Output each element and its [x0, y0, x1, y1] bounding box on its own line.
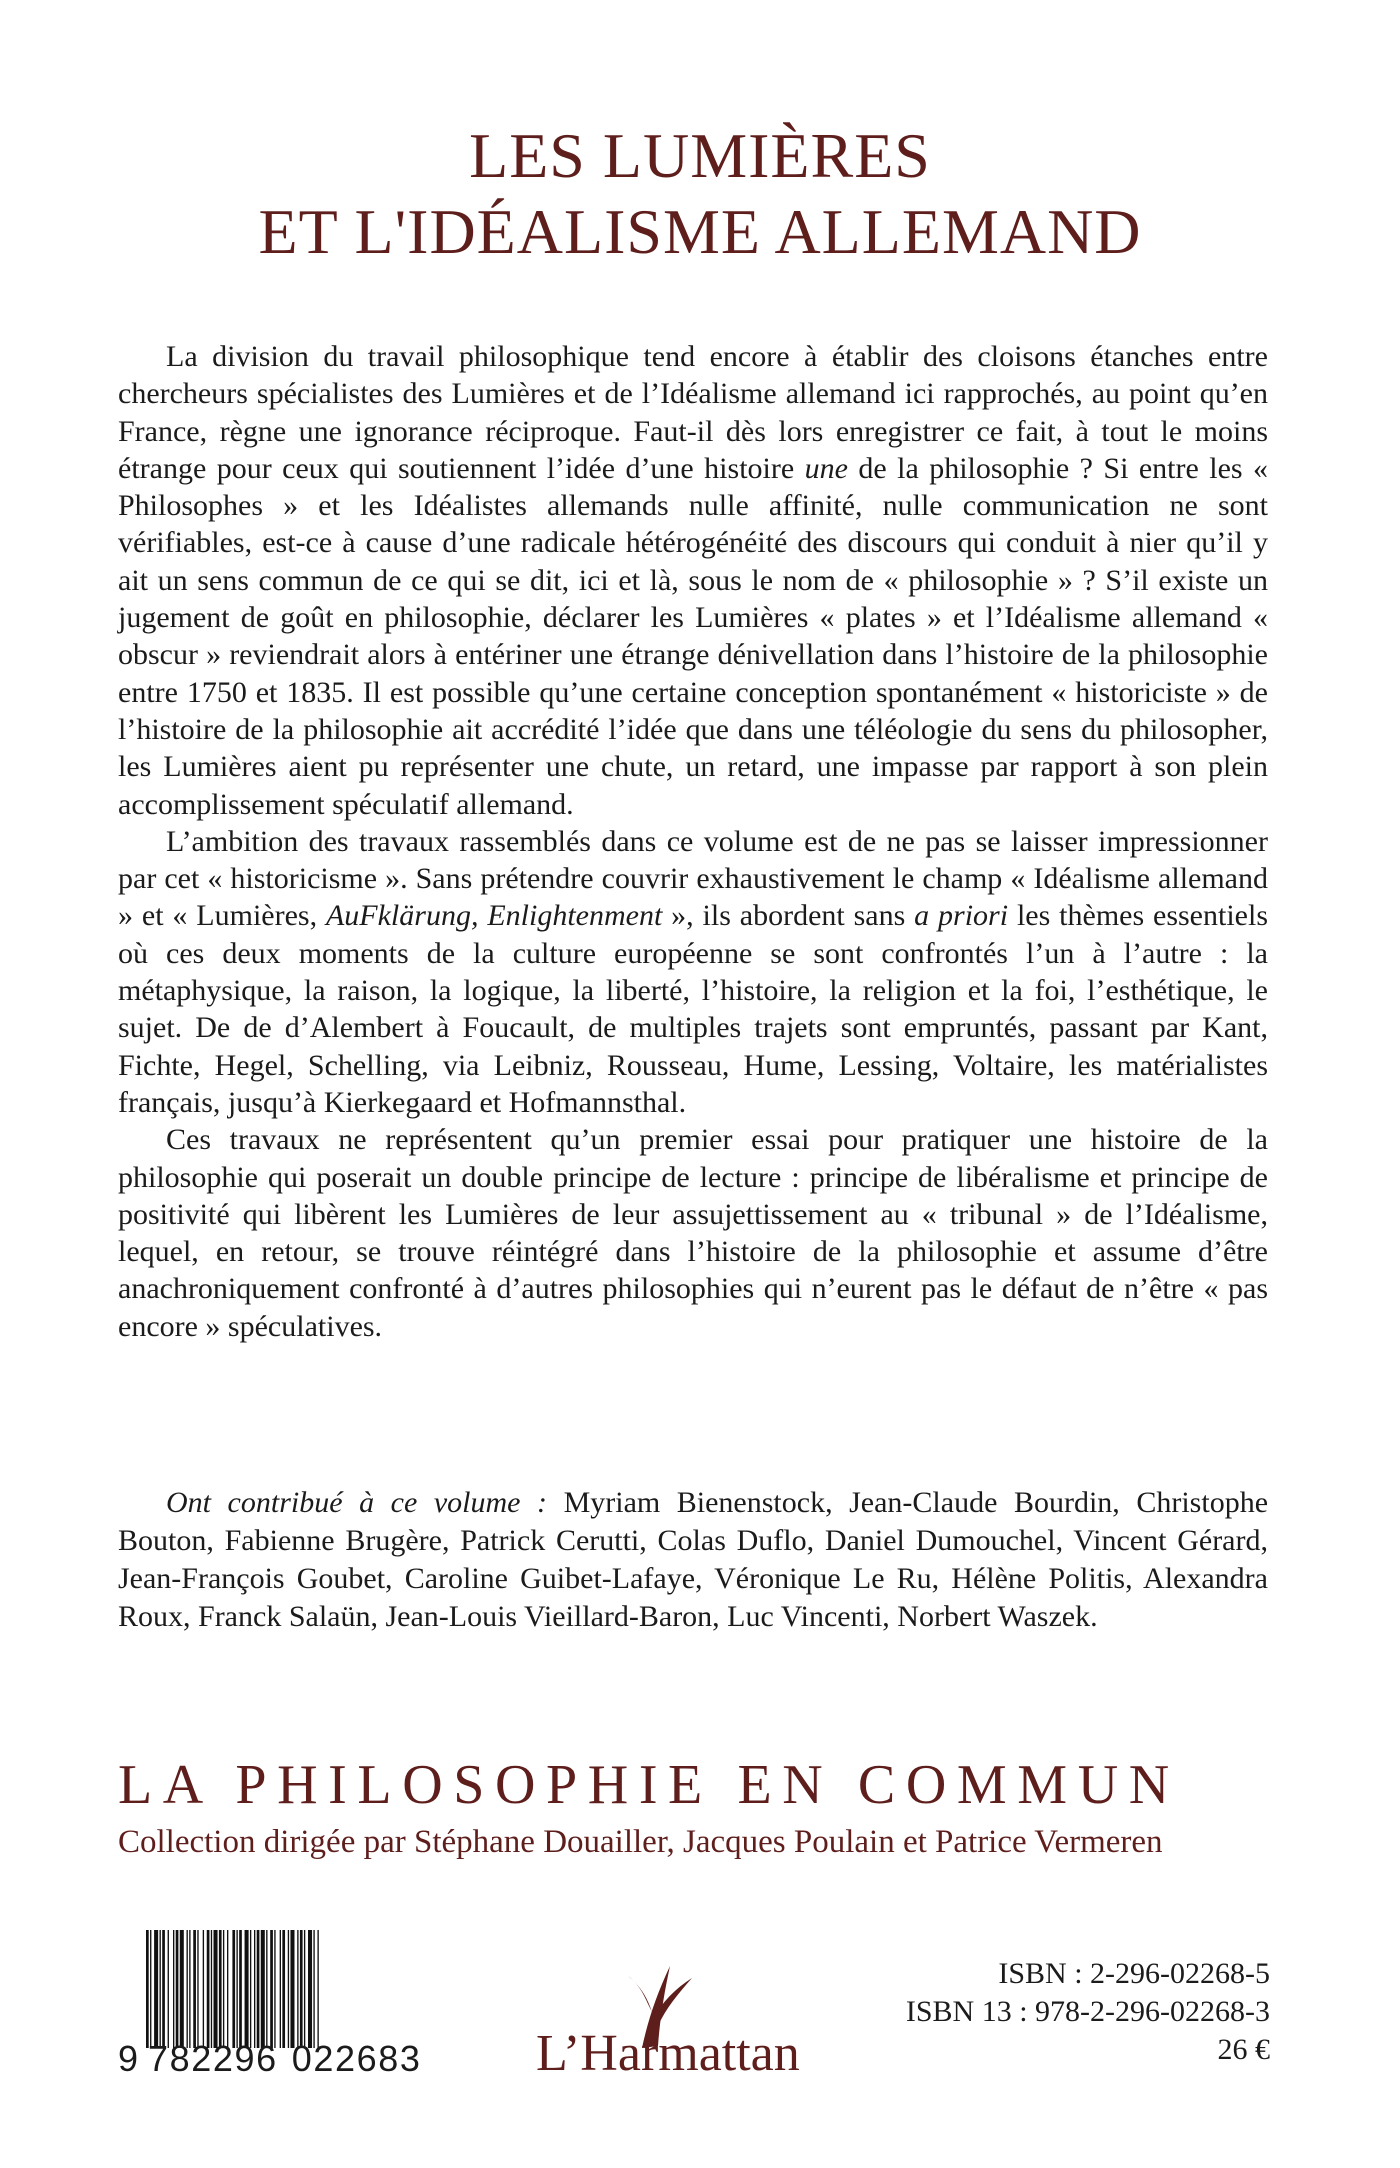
back-cover-summary: [118, 338, 1268, 1345]
barcode-bar: [304, 1930, 305, 2048]
book-title: [0, 118, 1400, 270]
barcode-bar: [245, 1930, 249, 2048]
isbn-10: ISBN : 2-296-02268-5: [998, 1957, 1270, 1990]
barcode-bar: [254, 1930, 255, 2048]
barcode-bar: [146, 1930, 149, 2048]
barcode-bar: [270, 1930, 273, 2048]
barcode-bar: [180, 1930, 184, 2048]
p1-tail: de la philosophie ? Si entre les « Philosophes » et les Idéalistes allemands nulle affinité, nulle communication ne sont vérifiables, est-ce à cause d’une radicale hétérogénéité des discours qui conduit à nier qu’il y ait un sens commun de ce qui se dit, ici et là, sous le nom de « philosophie » ? S’il existe un jugement de goût en philosophie, déclarer les Lumières « plates » et l’Idéalisme allemand « obscur » reviendrait alors à entériner une étrange dénivellation dans l’histoire de la philosophie entre 1750 et 1835. Il est possible qu’une certaine conception spontanément « historiciste » de l’histoire de la philosophie ait accrédité l’idée que dans une téléologie du sens du philosopher, les Lumières aient pu représenter une chute, un retard, une impasse par rapport à son plein accomplissement spéculatif allemand.: [118, 451, 1268, 821]
barcode-bar: [176, 1930, 179, 2048]
barcode-group-2: 022683: [291, 2038, 422, 2079]
barcode-bars: [146, 1930, 468, 2048]
barcode-bar: [150, 1930, 151, 2048]
p2-emphasis-2: a priori: [914, 899, 1009, 933]
isbn-block: [906, 1955, 1270, 2069]
barcode-bar: [160, 1930, 161, 2048]
barcode-bar: [197, 1930, 198, 2048]
barcode-bar: [261, 1930, 265, 2048]
barcode-bar: [168, 1930, 169, 2048]
barcode-bar: [280, 1930, 281, 2048]
collection-title: LA PHILOSOPHIE EN COMMUN: [118, 1754, 1180, 1816]
summary-paragraph-3: Ces travaux ne représentent qu’un premier essai pour pratiquer une histoire de la philosophie qui poserait un double principe de lecture : principe de libéralisme et principe de positivité qui libèrent les Lumières de leur assujettissement au « tribunal » de l’Idéalisme, lequel, en retour, se trouve réintégré dans l’histoire de la philosophie et assume d’être anachroniquement confronté à d’autres philosophies qui n’eurent pas le défaut de n’être « pas encore » spéculatives.: [118, 1123, 1268, 1343]
p2-emphasis: AuFklärung, Enlightenment: [325, 899, 663, 933]
summary-paragraph-1: [118, 338, 1268, 823]
barcode-bar: [189, 1930, 190, 2048]
barcode-bar: [257, 1930, 260, 2048]
barcode-digits: [118, 2038, 468, 2080]
barcode-bar: [207, 1930, 210, 2048]
barcode-bar: [239, 1930, 242, 2048]
publisher-name: L’Harmattan: [536, 2025, 800, 2082]
harmattan-logo-mark: [530, 1960, 830, 2090]
barcode-bar: [290, 1930, 294, 2048]
barcode-bar: [297, 1930, 298, 2048]
barcode-bar: [223, 1930, 224, 2048]
barcode-bar: [288, 1930, 289, 2048]
barcode-bar: [232, 1930, 235, 2048]
barcode-group-1: 782296: [148, 2038, 278, 2079]
barcode-bar: [317, 1930, 318, 2048]
p2-text-a: L’ambition des travaux rassemblés dans ce volume est de ne pas se laisser impressionner par cet « historicisme ». Sans prétendre couvrir exhaustivement le champ « Idéalisme allemand » et « Lumières,: [118, 824, 1268, 933]
barcode-bar: [193, 1930, 196, 2048]
contributors-paragraph: [118, 1484, 1268, 1636]
barcode-bar: [236, 1930, 237, 2048]
barcode-bar: [203, 1930, 204, 2048]
p2-text-c: les thèmes essentiels où ces deux moments de la culture européenne se sont confrontés l’un à l’autre : la métaphysique, la raison, la logique, la liberté, l’histoire, la religion et la foi, l’esthétique, le sujet. De de d’Alembert à Foucault, de multiples trajets sont empruntés, passant par Kant, Fichte, Hegel, Schelling, via Leibniz, Rousseau, Hume, Lessing, Voltaire, les matérialistes français, jusqu’à Kierkegaard et Hofmannsthal.: [118, 899, 1268, 1119]
p2-text-b: », ils abordent sans: [662, 899, 915, 933]
title-line-2: ET L'IDÉALISME ALLEMAND: [258, 196, 1142, 267]
barcode-bar: [214, 1930, 218, 2048]
contributors-block: [118, 1484, 1268, 1636]
barcode-lead-digit: 9: [118, 2038, 140, 2079]
barcode-bar: [187, 1930, 188, 2048]
summary-paragraph-2: [118, 823, 1268, 1121]
barcode-bar: [173, 1930, 174, 2048]
p1-emphasis: une: [804, 451, 848, 485]
barcode-bar: [250, 1930, 251, 2048]
barcode-bar: [308, 1930, 312, 2048]
barcode-bar: [282, 1930, 285, 2048]
barcode-bar: [266, 1930, 267, 2048]
barcode-bar: [154, 1930, 158, 2048]
price: 26 €: [1217, 2033, 1270, 2066]
barcode-bar: [313, 1930, 314, 2048]
barcode-bar: [219, 1930, 222, 2048]
barcode-bar: [162, 1930, 165, 2048]
collection-subtitle: Collection dirigée par Stéphane Douailler, Jacques Poulain et Patrice Vermeren: [118, 1824, 1163, 1860]
barcode-bar: [211, 1930, 212, 2048]
title-line-1: LES LUMIÈRES: [469, 120, 931, 191]
barcode-bar: [227, 1930, 228, 2048]
isbn-13: ISBN 13 : 978-2-296-02268-3: [905, 1995, 1270, 2028]
contributors-names: Myriam Bienenstock, Jean-Claude Bourdin, Christophe Bouton, Fabienne Brugère, Patrick Cerutti, Colas Duflo, Daniel Dumouchel, Vincent Gérard, Jean-François Goubet, Caroline Guibet-Lafaye, Véronique Le Ru, Hélène Politis, Alexandra Roux, Franck Salaün, Jean-Louis Vieillard-Baron, Luc Vincenti, Norbert Waszek.: [118, 1486, 1269, 1633]
barcode-bar: [274, 1930, 275, 2048]
publisher-logo: [530, 1960, 830, 2090]
barcode: [118, 1930, 468, 2080]
contributors-label: Ont contribué à ce volume :: [166, 1486, 548, 1519]
p1-text: La division du travail philosophique tend encore à établir des cloisons étanches entre chercheurs spécialistes des Lumières et de l’Idéalisme allemand ici rapprochés, au point qu’en France, règne une ignorance réciproque. Faut-il dès lors enregistrer ce fait, à tout le moins étrange pour ceux qui soutiennent l’idée d’une histoire: [118, 340, 1268, 485]
barcode-bar: [300, 1930, 303, 2048]
